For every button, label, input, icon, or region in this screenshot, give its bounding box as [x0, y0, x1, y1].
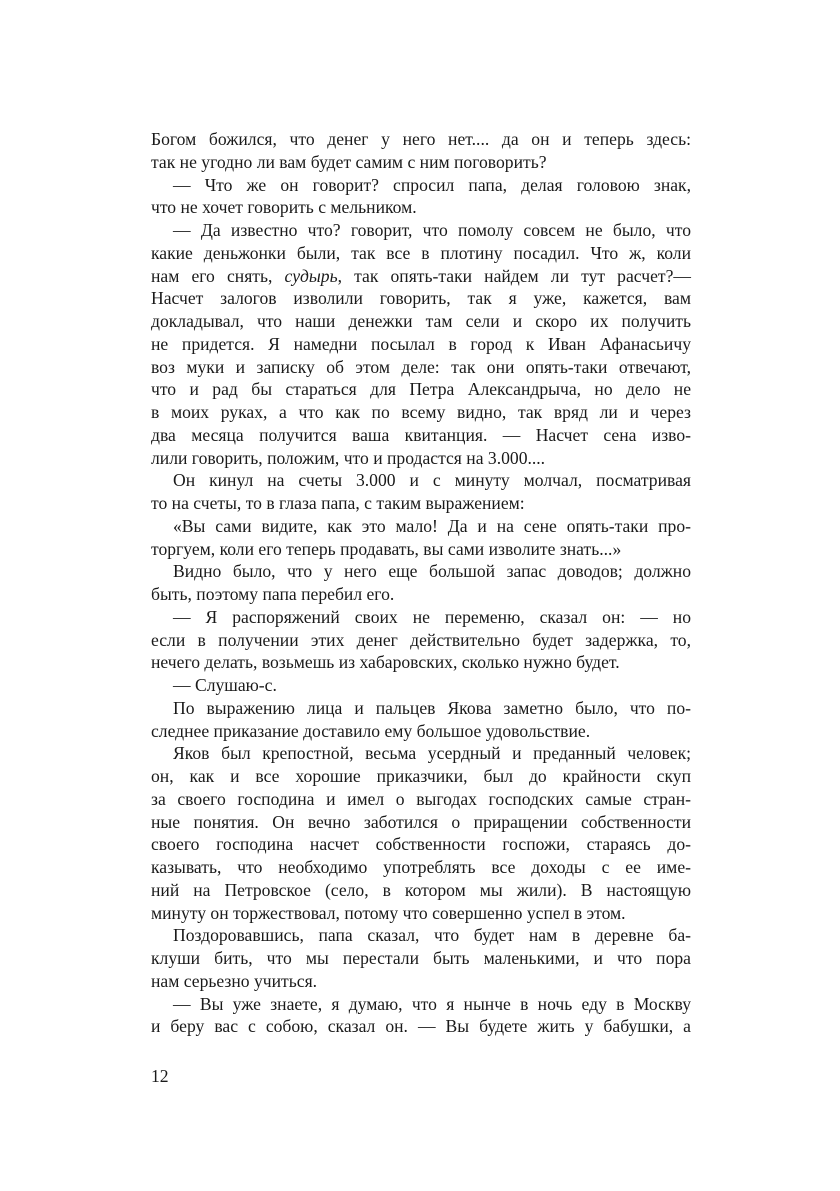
text-line: Видно было, что у него еще большой запас доводов; должно: [173, 561, 691, 582]
text-line: — Слушаю-с.: [173, 675, 277, 695]
text-line: — Вы уже знаете, я думаю, что я нынче в ночь еду в Москву: [173, 993, 691, 1014]
text-line: нечего делать, возьмешь из хабаровских, сколько нужно будет.: [151, 652, 620, 673]
text-line: Он кинул на счеты 3.000 и с минуту молчал, посматривая: [173, 470, 691, 491]
text-line: так не угодно ли вам будет самим с ним поговорить?: [151, 151, 547, 172]
text-line: то на счеты, то в глаза папа, с таким выражением:: [151, 493, 525, 513]
text-line: торгуем, коли его теперь продавать, вы сами изволите знать...»: [151, 538, 622, 559]
text-line: Насчет залогов изволили говорить, так я уже, кажется, вам: [151, 288, 691, 309]
text-line: за своего господина и имел о выгодах господских самые стран-: [151, 788, 691, 809]
text-line: ний на Петровское (село, в котором мы жили). В настоящую: [151, 879, 691, 900]
text-line: нам его снять, судырь, так опять-таки найдем ли тут расчет?—: [151, 265, 691, 286]
paragraph: [151, 128, 691, 174]
text-line: воз муки и записку об этом деле: так они опять-таки отвечают,: [151, 356, 691, 377]
text-line: два месяца получится ваша квитанция. — Насчет сена изво-: [151, 424, 691, 445]
text-line: «Вы сами видите, как это мало! Да и на сене опять-таки про-: [173, 515, 691, 536]
text-line: лили говорить, положим, что и продастся на 3.000....: [151, 447, 546, 468]
text-line: Яков был крепостной, весьма усердный и преданный человек;: [173, 743, 691, 764]
paragraph: [151, 219, 691, 469]
italic-word: судырь: [284, 265, 338, 286]
text-line: что не хочет говорить с мельником.: [151, 197, 417, 218]
text-line: не придется. Я намедни посылал в город к Иван Афанасьичу: [151, 333, 691, 354]
text-line: быть, поэтому папа перебил его.: [151, 584, 395, 604]
text-line: — Что же он говорит? спросил папа, делая головою знак,: [173, 174, 691, 195]
text-line: докладывал, что наши денежки там сели и скоро их получить: [151, 311, 691, 331]
text-line: он, как и все хорошие приказчики, был до крайности скуп: [151, 766, 691, 786]
text-line: своего господина насчет собственности госпожи, стараясь до-: [151, 834, 691, 855]
text-line: — Я распоряжений своих не переменю, сказал он: — но: [173, 606, 691, 627]
text-line: — Да известно что? говорит, что помолу совсем не было, что: [173, 220, 691, 240]
text-line: нам серьезно учиться.: [151, 970, 318, 991]
page-body: [151, 128, 691, 1038]
text-line: ные понятия. Он вечно заботился о приращении собственности: [151, 811, 691, 832]
paragraph: [151, 515, 691, 561]
text-line: что и рад бы стараться для Петра Александрыча, но дело не: [151, 379, 691, 400]
paragraph: [151, 606, 691, 674]
paragraph: [151, 674, 691, 697]
text-line: Поздоровавшись, папа сказал, что будет нам в деревне ба-: [173, 925, 691, 946]
page-number: 12: [151, 1066, 169, 1086]
text-line: По выражению лица и пальцев Якова заметно было, что по-: [173, 697, 691, 718]
paragraph: [151, 697, 691, 743]
paragraph: [151, 742, 691, 924]
paragraph: [151, 560, 691, 606]
text-line: клуши бить, что мы перестали быть маленькими, и что пора: [151, 948, 691, 968]
paragraph: [151, 469, 691, 515]
text-line: если в получении этих денег действительно будет задержка, то,: [151, 629, 691, 650]
text-line: Богом божился, что денег у него нет.... да он и теперь здесь:: [151, 129, 691, 149]
text-line: и беру вас с собою, сказал он. — Вы будете жить у бабушки, а: [151, 1016, 691, 1037]
paragraph: [151, 174, 691, 220]
paragraph: [151, 924, 691, 992]
text-line: казывать, что необходимо употреблять все доходы с ее име-: [151, 857, 691, 877]
text-line: следнее приказание доставило ему большое удовольствие.: [151, 720, 591, 741]
text-line: минуту он торжествовал, потому что совершенно успел в этом.: [151, 902, 626, 923]
text-line: какие деньжонки были, так все в плотину посадил. Что ж, коли: [151, 242, 691, 263]
text-line: в моих руках, а что как по всему видно, так вряд ли и через: [151, 402, 691, 422]
paragraph: [151, 993, 691, 1039]
